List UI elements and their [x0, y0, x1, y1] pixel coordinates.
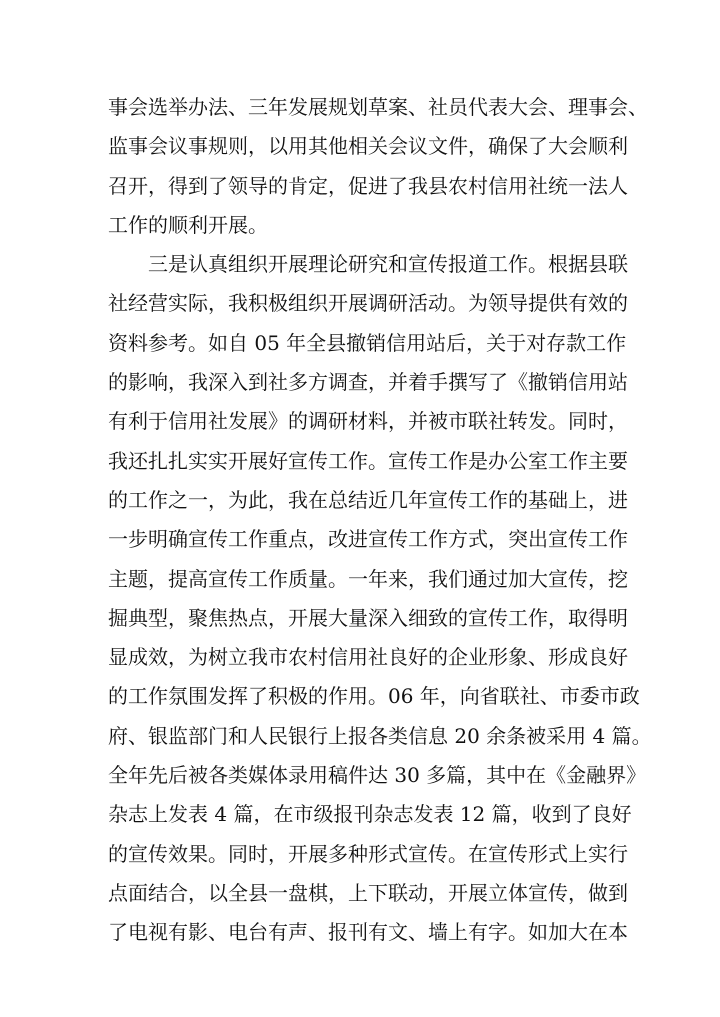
text-line: 显成效，为树立我市农村信用社良好的企业形象、形成良好 [108, 645, 628, 670]
text-line: 有利于信用社发展》的调研材料，并被市联社转发。同时， [108, 409, 628, 434]
text-line: 召开，得到了领导的肯定，促进了我县农村信用社统一法人 [108, 173, 628, 198]
text-line: 府、银监部门和人民银行上报各类信息 20 余条被采用 4 篇。 [108, 723, 652, 748]
text-line: 监事会议事规则，以用其他相关会议文件，确保了大会顺利 [108, 134, 628, 159]
text-line: 一步明确宣传工作重点，改进宣传工作方式，突出宣传工作 [108, 527, 628, 552]
text-line: 事会选举办法、三年发展规划草案、社员代表大会、理事会、 [108, 95, 648, 119]
text-line: 点面结合，以全县一盘棋，上下联动，开展立体宣传，做到 [108, 880, 628, 905]
paragraph-end-line: 工作的顺利开展。 [108, 212, 268, 237]
text-line: 掘典型，聚焦热点，开展大量深入细致的宣传工作，取得明 [108, 605, 628, 630]
text-line: 的工作之一，为此，我在总结近几年宣传工作的基础上，进 [108, 487, 628, 512]
body-text [108, 88, 652, 953]
text-line: 资料参考。如自 05 年全县撤销信用站后，关于对存款工作 [108, 330, 627, 355]
paragraph-first-line: 三是认真组织开展理论研究和宣传报道工作。根据县联 [148, 252, 628, 277]
text-line: 全年先后被各类媒体录用稿件达 30 多篇，其中在《金融界》 [108, 763, 647, 788]
text-line: 的工作氛围发挥了积极的作用。06 年，向省联社、市委市政 [108, 684, 640, 709]
text-line: 的宣传效果。同时，开展多种形式宣传。在宣传形式上实行 [108, 841, 628, 866]
text-line: 社经营实际，我积极组织开展调研活动。为领导提供有效的 [108, 291, 628, 316]
text-line: 主题，提高宣传工作质量。一年来，我们通过加大宣传，挖 [108, 566, 628, 591]
text-line: 了电视有影、电台有声、报刊有文、墙上有字。如加大在本 [108, 920, 628, 945]
text-line: 的影响，我深入到社多方调查，并着手撰写了《撤销信用站 [108, 370, 628, 395]
text-line: 我还扎扎实实开展好宣传工作。宣传工作是办公室工作主要 [108, 448, 628, 473]
text-line: 杂志上发表 4 篇，在市级报刊杂志发表 12 篇，收到了良好 [108, 802, 632, 827]
